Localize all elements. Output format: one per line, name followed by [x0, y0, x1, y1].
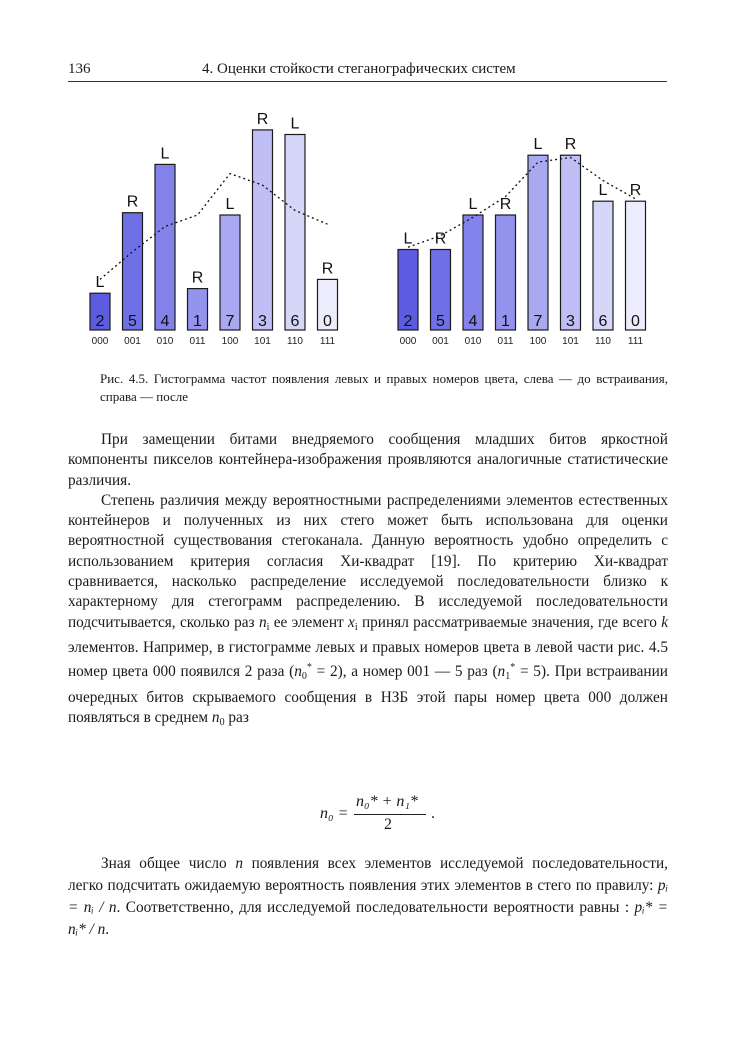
p2-text-3: принял рассматриваемые значения, где всего [361, 613, 657, 631]
math-pi-star-eq: pᵢ* = nᵢ* / n [68, 899, 668, 938]
math-n: n [235, 855, 243, 872]
x-tick-label: 011 [189, 336, 206, 347]
bar-value-label: 6 [290, 313, 300, 330]
side-label: R [191, 269, 204, 287]
math-n-i: $n_i$ [258, 613, 270, 633]
p2-text-7: раз [228, 708, 249, 726]
side-label: R [434, 230, 447, 248]
math-n0: $n_0$ [211, 708, 225, 728]
side-label: R [564, 136, 577, 154]
p2-text-2: ее элемент [273, 613, 344, 631]
x-tick-label: 110 [595, 336, 611, 347]
x-tick-label: 101 [254, 336, 271, 347]
x-tick-label: 011 [497, 336, 514, 347]
math-k: k [661, 613, 669, 631]
bar-value-label: 2 [403, 313, 413, 330]
bar [626, 201, 646, 330]
fraction-bar [354, 814, 426, 815]
math-n0-star: $n_0^*$ [294, 662, 312, 683]
side-label: R [499, 196, 512, 213]
bar [253, 130, 273, 330]
side-label: R [256, 110, 269, 128]
bar [528, 155, 548, 330]
p2-eq-1: = 2 [316, 663, 338, 681]
p2-text-5: ), а номер 001 — 5 раз ( [337, 663, 498, 681]
p3-text-4: . [105, 921, 110, 938]
page-header [68, 59, 667, 82]
p2-text-4: элементов. Например, в гистограмме левых и правых номеров цвета в левой части рис. 4.5 номер цвета 000 появился 2 раза ( [68, 638, 668, 681]
side-label: L [403, 230, 413, 248]
figure-caption: Рис. 4.5. Гистограмма частот появления левых и правых номеров цвета, слева — до встраивания, справа — после [100, 371, 668, 404]
running-title: 4. Оценки стойкости стеганографических систем [202, 61, 516, 77]
bar [155, 164, 175, 330]
paragraph-3 [68, 853, 668, 941]
side-label: L [95, 274, 105, 292]
p2-text-6: ). При встраивании очередных битов скрываемого сообщения в НЗБ этой пары номер цвета 000 должен появляться в среднем [68, 663, 668, 726]
math-n1-star: $n_1^*$ [497, 662, 516, 683]
bar [285, 135, 305, 331]
bar-value-label: 5 [436, 313, 445, 330]
formula-n0 [320, 793, 460, 833]
side-label: L [160, 145, 170, 163]
side-label: L [290, 115, 300, 133]
bar-value-label: 1 [193, 313, 202, 330]
x-tick-label: 000 [399, 336, 417, 347]
p3-text-2: появления всех элементов исследуемой последовательности, легко подсчитать ожидаемую вероятность появления этих элементов в стего по правилу: [68, 855, 668, 894]
page-number: 136 [68, 61, 91, 77]
x-tick-label: 111 [627, 336, 644, 347]
x-tick-label: 101 [562, 336, 579, 347]
formula-numerator: n₀* + n₁* [356, 793, 418, 810]
paragraph-2 [68, 491, 668, 733]
x-tick-label: 010 [464, 336, 482, 347]
bar-value-label: 0 [631, 313, 640, 330]
bar-value-label: 1 [501, 313, 510, 330]
side-label: R [629, 182, 642, 200]
bar-value-label: 3 [566, 313, 575, 330]
p3-text-1: Зная общее число [101, 855, 227, 872]
side-label: L [468, 196, 478, 213]
paragraph-1: При замещении битами внедряемого сообщения младших битов яркостной компоненты пикселов контейнера-изображения проявляются аналогичные статистические различия. [68, 431, 668, 489]
x-tick-label: 111 [319, 336, 336, 347]
formula-lhs: n₀ = [320, 805, 349, 822]
x-tick-label: 100 [221, 336, 239, 347]
bar [593, 201, 613, 330]
bar-value-label: 4 [160, 313, 170, 330]
bar-value-label: 3 [258, 313, 267, 330]
bar-value-label: 5 [128, 313, 137, 330]
bar-value-label: 7 [225, 313, 235, 330]
math-x-i: $x_i$ [348, 613, 358, 633]
side-label: R [321, 260, 334, 278]
side-label: R [126, 193, 139, 211]
p3-text-3: . Соответственно, для исследуемой последовательности вероятности равны : [116, 899, 630, 916]
p2-eq-2: = 5 [519, 663, 541, 681]
side-label: L [598, 182, 608, 200]
math-pi-eq: pᵢ = nᵢ / n [68, 877, 668, 916]
x-tick-label: 110 [287, 336, 303, 347]
bar-value-label: 2 [95, 313, 105, 330]
formula-end: . [431, 805, 435, 822]
x-tick-label: 010 [156, 336, 174, 347]
x-tick-label: 001 [124, 336, 141, 347]
x-tick-label: 100 [529, 336, 547, 347]
side-label: L [225, 196, 235, 213]
histogram-figure [68, 92, 668, 357]
figure-4-5 [68, 92, 668, 357]
bar [561, 155, 581, 330]
bar-value-label: 7 [533, 313, 543, 330]
bar-value-label: 6 [598, 313, 608, 330]
p2-text-1: Степень различия между вероятностными распределениями элементов естественных контейнеров и полученных из них стего может быть использована для оценки вероятностной существования стегоканала. Данную вероятность удобно определить с использованием критерия согласия Хи-квадрат [19]. По критерию Хи-квадрат сравнивается, насколько распределение исследуемой последовательности близко к характерному для стегограмм распределению. В исследуемой последовательности подсчитывается, сколько раз [68, 491, 668, 631]
side-label: L [533, 136, 543, 154]
bar-value-label: 0 [323, 313, 332, 330]
x-tick-label: 001 [432, 336, 449, 347]
x-tick-label: 000 [91, 336, 109, 347]
bar-value-label: 4 [468, 313, 478, 330]
formula-denominator: 2 [384, 816, 392, 833]
body-text [68, 430, 668, 733]
